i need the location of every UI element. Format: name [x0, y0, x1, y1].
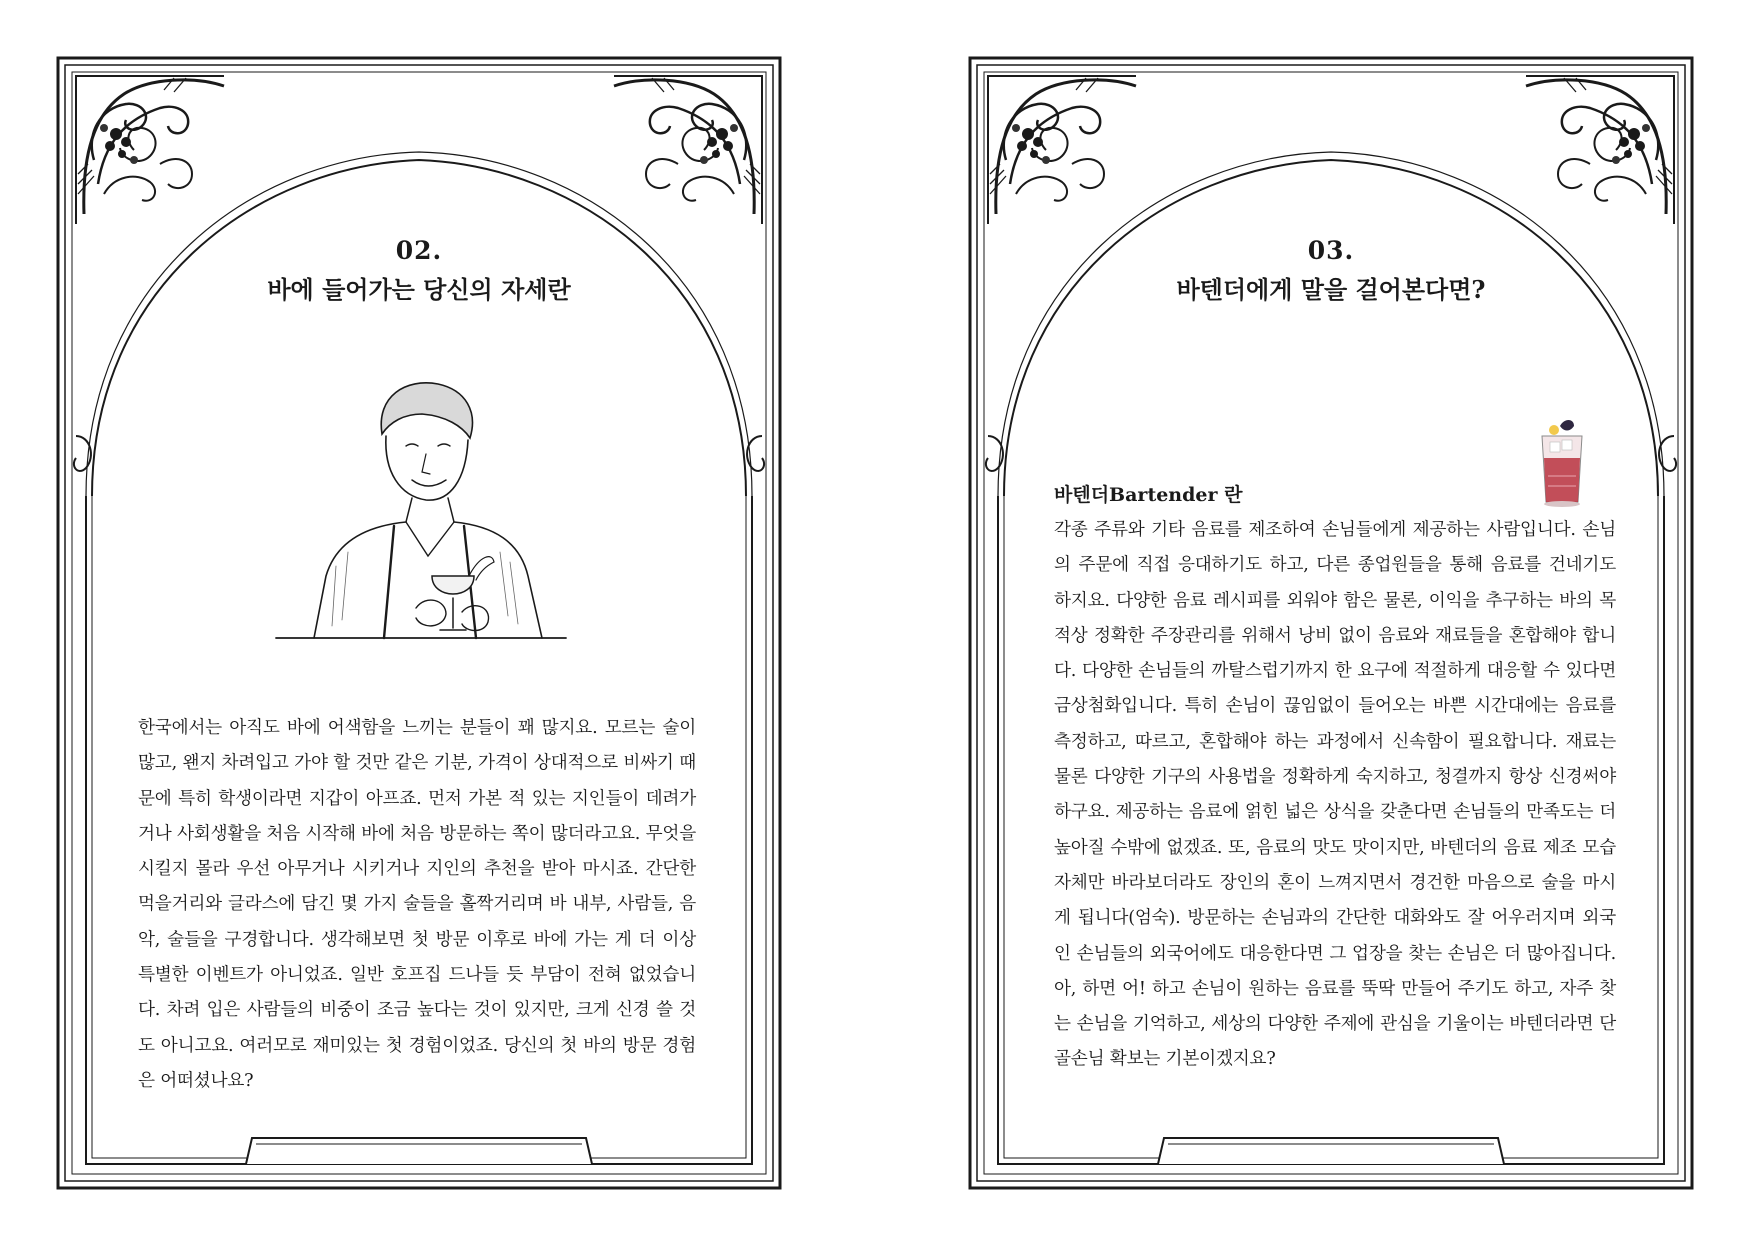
term-heading: 바텐더Bartender 란: [1054, 484, 1243, 506]
chapter-title: 바텐더에게 말을 걸어본다면?: [1176, 275, 1486, 304]
chapter-number: 02.: [395, 236, 443, 265]
bartender-illustration: [256, 376, 586, 656]
body-paragraph: 각종 주류와 기타 음료를 제조하여 손님들에게 제공하는 사람입니다. 손님의 주문에 직접 응대하기도 하고, 다른 종업원들을 통해 음료를 건네기도 하지요. 다양한 음료 레시피를 외워야 함은 물론, 이익을 추구하는 바의 목적상 정확한 주장관리를 위해서 낭비 없이 음료와 재료들을 혼합해야 합니다. 다양한 손님들의 까탈스럽기까지 한 요구에 적절하게 대응할 수 있다면 금상첨화입니다. 특히 손님이 끊임없이 들어오는 바쁜 시간대에는 음료를 측정하고, 따르고, 혼합해야 하는 과정에서 신속함이 필요합니다. 재료는 물론 다양한 기구의 사용법을 정확하게 숙지하고, 청결까지 항상 신경써야 하구요. 제공하는 음료에 얽힌 넓은 상식을 갖춘다면 손님들의 만족도는 더 높아질 수밖에 없겠죠. 또, 음료의 맛도 맛이지만, 바텐더의 음료 제조 모습 자체만 바라보더라도 장인의 혼이 느껴지면서 경건한 마음으로 술을 마시게 됩니다(엄숙). 방문하는 손님과의 간단한 대화와도 잘 어우러지며 외국인 손님들의 외국어에도 대응한다면 그 업장을 찾는 손님은 더 많아집니다. 아, 하면 어! 하고 손님이 원하는 음료를 뚝딱 만들어 주기도 하고, 자주 찾는 손님을 기억하고, 세상의 다양한 주제에 관심을 기울이는 바텐더라면 단골손님 확보는 기본이겠지요?: [1054, 520, 1616, 1070]
left-page: [56, 56, 782, 1190]
body-paragraph: 한국에서는 아직도 바에 어색함을 느끼는 분들이 꽤 많지요. 모르는 술이 많고, 왠지 차려입고 가야 할 것만 같은 기분, 가격이 상대적으로 비싸기 때문에 특히 학생이라면 지갑이 아프죠. 먼저 가본 적 있는 지인들이 데려가거나 사회생활을 처음 시작해 바에 처음 방문하는 쪽이 많더라고요. 무엇을 시킬지 몰라 우선 아무거나 시키거나 지인의 추천을 받아 마시죠. 간단한 먹을거리와 글라스에 담긴 몇 가지 술들을 홀짝거리며 바 내부, 사람들, 음악, 술들을 구경합니다. 생각해보면 첫 방문 이후로 바에 가는 게 더 이상 특별한 이벤트가 아니었죠. 일반 호프집 드나들 듯 부담이 전혀 없었습니다. 차려 입은 사람들의 비중이 조금 높다는 것이 있지만, 크게 신경 쓸 것도 아니고요. 여러모로 재미있는 첫 경험이었죠. 당신의 첫 바의 방문 경험은 어떠셨나요?: [138, 718, 696, 1091]
chapter-number: 03.: [1307, 236, 1355, 265]
chapter-title: 바에 들어가는 당신의 자세란: [267, 275, 571, 304]
cocktail-glass-illustration: [1530, 416, 1594, 512]
right-page: [968, 56, 1694, 1190]
